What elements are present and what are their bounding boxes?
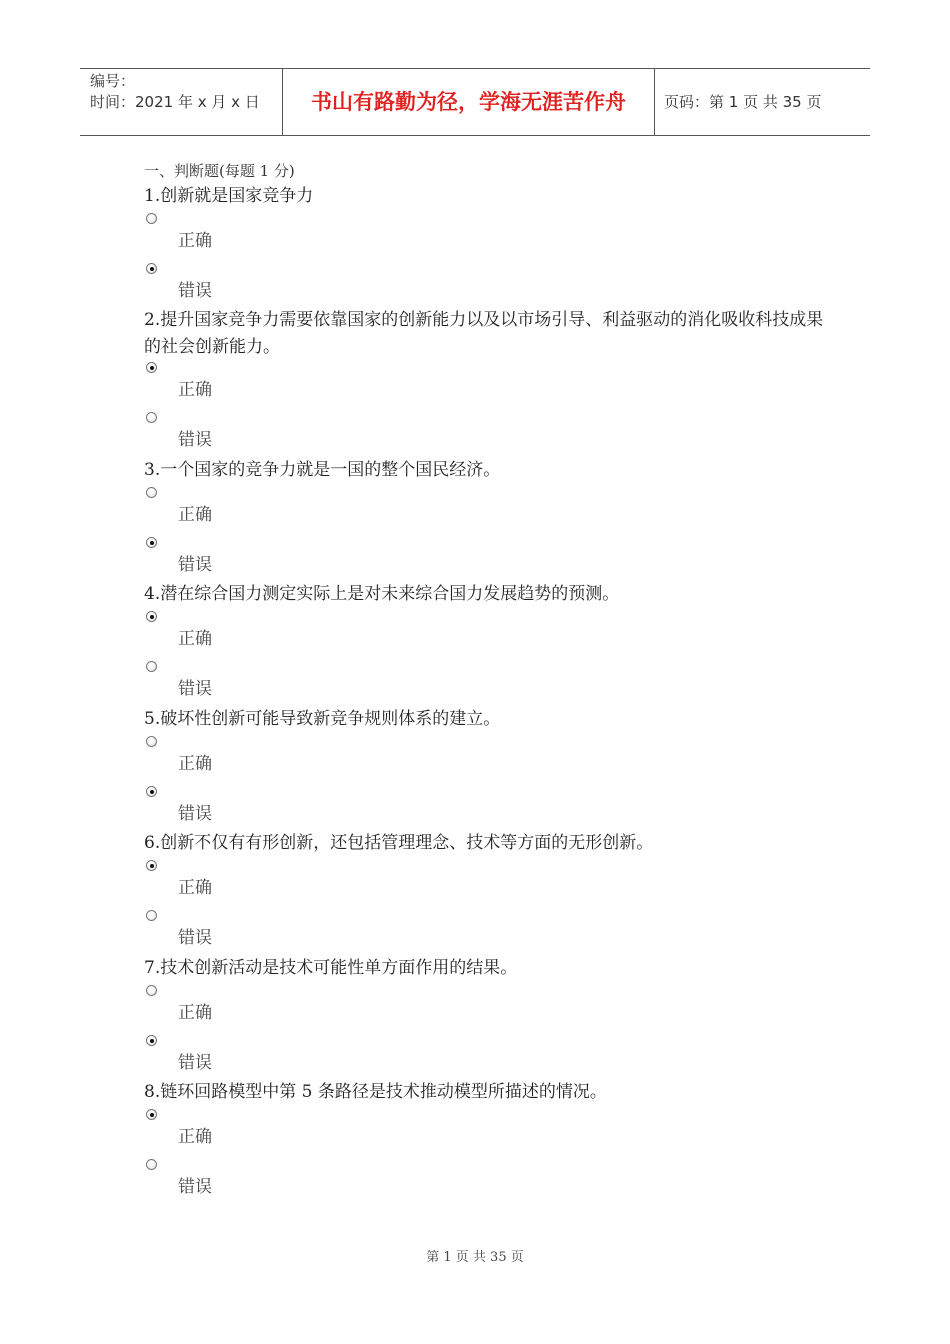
radio-correct[interactable] <box>146 860 157 871</box>
radio-wrong[interactable] <box>146 537 157 548</box>
question-text: 4.潜在综合国力测定实际上是对未来综合国力发展趋势的预测。 <box>144 584 620 604</box>
radio-correct[interactable] <box>146 213 157 224</box>
radio-wrong[interactable] <box>146 263 157 274</box>
option-label-correct: 正确 <box>178 505 212 525</box>
header-meta <box>80 69 282 135</box>
radio-correct[interactable] <box>146 736 157 747</box>
option-label-wrong: 错误 <box>178 679 212 699</box>
option-label-correct: 正确 <box>178 878 212 898</box>
question-text: 7.技术创新活动是技术可能性单方面作用的结果。 <box>144 958 518 978</box>
option-label-correct: 正确 <box>178 1003 212 1023</box>
code-label: 编号： <box>90 72 136 90</box>
question-text: 6.创新不仅有有形创新，还包括管理理念、技术等方面的无形创新。 <box>144 833 654 853</box>
question-text: 3.一个国家的竞争力就是一国的整个国民经济。 <box>144 460 501 480</box>
radio-correct[interactable] <box>146 1109 157 1120</box>
option-label-wrong: 错误 <box>178 928 212 948</box>
option-label-wrong: 错误 <box>178 804 212 824</box>
option-label-correct: 正确 <box>178 629 212 649</box>
option-label-correct: 正确 <box>178 380 212 400</box>
question-text: 2.提升国家竞争力需要依靠国家的创新能力以及以市场引导、利益驱动的消化吸收科技成果的社会创新能力。 <box>144 310 824 357</box>
radio-wrong[interactable] <box>146 1035 157 1046</box>
radio-wrong[interactable] <box>146 786 157 797</box>
radio-correct[interactable] <box>146 611 157 622</box>
radio-wrong[interactable] <box>146 1159 157 1170</box>
option-label-correct: 正确 <box>178 754 212 774</box>
radio-correct[interactable] <box>146 985 157 996</box>
question-text: 1.创新就是国家竞争力 <box>144 186 314 206</box>
radio-wrong[interactable] <box>146 910 157 921</box>
option-label-correct: 正确 <box>178 231 212 251</box>
option-label-wrong: 错误 <box>178 430 212 450</box>
page-footer: 第 1 页 共 35 页 <box>426 1250 524 1265</box>
section-title: 一、判断题(每题 1 分) <box>144 162 295 180</box>
header-page-info: 页码：第 1 页 共 35 页 <box>664 93 822 111</box>
question-text: 5.破坏性创新可能导致新竞争规则体系的建立。 <box>144 709 501 729</box>
radio-correct[interactable] <box>146 362 157 373</box>
option-label-wrong: 错误 <box>178 1053 212 1073</box>
option-label-wrong: 错误 <box>178 281 212 301</box>
radio-wrong[interactable] <box>146 412 157 423</box>
option-label-correct: 正确 <box>178 1127 212 1147</box>
question-text: 8.链环回路模型中第 5 条路径是技术推动模型所描述的情况。 <box>144 1082 607 1102</box>
page-header <box>80 68 870 136</box>
radio-wrong[interactable] <box>146 661 157 672</box>
option-label-wrong: 错误 <box>178 555 212 575</box>
header-motto: 书山有路勤为径，学海无涯苦作舟 <box>282 69 655 135</box>
time-label: 时间：2021 年 x 月 x 日 <box>90 93 260 111</box>
radio-correct[interactable] <box>146 487 157 498</box>
option-label-wrong: 错误 <box>178 1177 212 1197</box>
